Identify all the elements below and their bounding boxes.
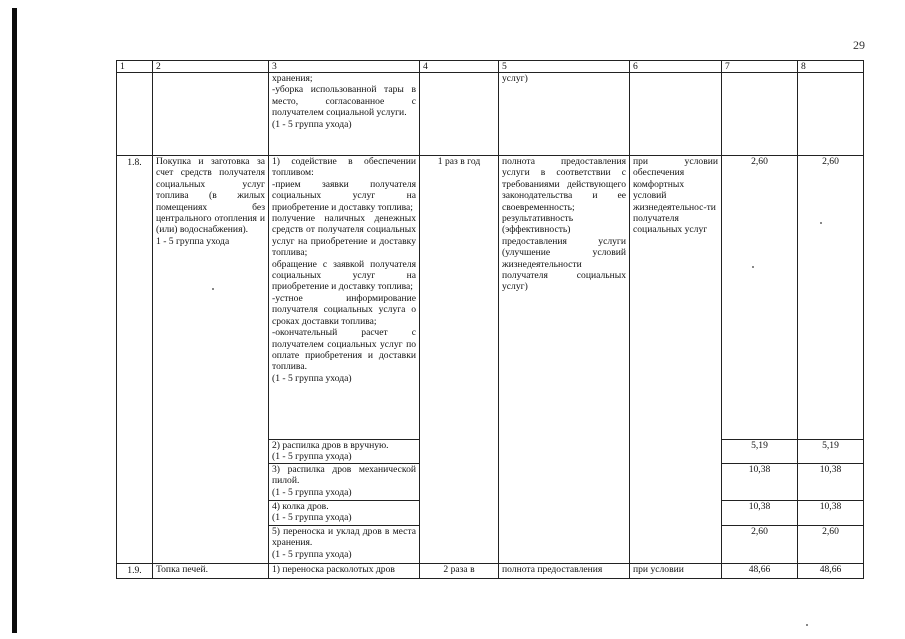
column-number-row bbox=[117, 61, 864, 73]
table-row-1-9 bbox=[117, 564, 864, 579]
sub-service-text: 1) содействие в обеспечении топливом: -прием заявки получателя социальных услуг на приобретение и доставку топлива; получение наличных денежных средств от получателя социальных услуг на приобретение и доставку топлива; обращение с заявкой получателя социальных услуг на приобретение и доставку топлива; -устное информирование получателя социальных услуга о сроках доставки топлива; -окончательный расчет с получателем социальных услуг по оплате приобретения и доставки топлива. (1 - 5 группа ухода) bbox=[269, 156, 420, 440]
cell-empty bbox=[420, 73, 499, 156]
price-col7: 10,38 bbox=[722, 464, 798, 501]
scan-speck bbox=[806, 624, 808, 626]
sub-service-text: 1) переноска расколотых дров bbox=[269, 564, 420, 579]
cell-empty bbox=[117, 73, 153, 156]
price-col8: 48,66 bbox=[798, 564, 864, 579]
price-col7: 2,60 bbox=[722, 526, 798, 564]
price-col7: 48,66 bbox=[722, 564, 798, 579]
col-header: 4 bbox=[420, 61, 499, 73]
continuation-row bbox=[117, 73, 864, 156]
sub-service-text: 2) распилка дров в вручную. (1 - 5 группа ухода) bbox=[269, 440, 420, 464]
col-header: 5 bbox=[499, 61, 630, 73]
services-table bbox=[116, 60, 864, 579]
service-name: Покупка и заготовка за счет средств получателя социальных услуг топлива (в жилых помещениях без центрального отопления и (или) водоснабжения). 1 - 5 группа ухода bbox=[153, 156, 269, 564]
price-col8: 5,19 bbox=[798, 440, 864, 464]
scan-edge-bar bbox=[12, 8, 17, 633]
continuation-service-text: хранения; -уборка использованной тары в место, согласованное с получателем социальной услуги. (1 - 5 группа ухода) bbox=[269, 73, 420, 156]
row-number: 1.8. bbox=[117, 156, 153, 564]
page-number: 29 bbox=[853, 38, 865, 52]
table-row-1-8 bbox=[117, 156, 864, 440]
frequency: 1 раз в год bbox=[420, 156, 499, 564]
sub-service-text: 5) переноска и уклад дров в места хранения. (1 - 5 группа ухода) bbox=[269, 526, 420, 564]
quality-indicators: полнота предоставления bbox=[499, 564, 630, 579]
col-header: 8 bbox=[798, 61, 864, 73]
row-number: 1.9. bbox=[117, 564, 153, 579]
col-header: 2 bbox=[153, 61, 269, 73]
sub-service-text: 3) распилка дров механической пилой. (1 - 5 группа ухода) bbox=[269, 464, 420, 501]
frequency: 2 раза в bbox=[420, 564, 499, 579]
scan-speck bbox=[820, 222, 822, 224]
col-header: 1 bbox=[117, 61, 153, 73]
col-header: 6 bbox=[630, 61, 722, 73]
price-col7: 5,19 bbox=[722, 440, 798, 464]
scan-speck bbox=[212, 288, 214, 290]
cell-empty bbox=[153, 73, 269, 156]
price-col8: 2,60 bbox=[798, 526, 864, 564]
price-col8: 10,38 bbox=[798, 464, 864, 501]
service-name: Топка печей. bbox=[153, 564, 269, 579]
price-col7: 10,38 bbox=[722, 501, 798, 526]
quality-indicators: полнота предоставления услуги в соответствии с требованиями действующего законодательства и ее своевременность; результативность (эффективность) предоставления услуги (улучшение условий жизнедеятельности получателя социальных услуг) bbox=[499, 156, 630, 564]
cell-empty bbox=[798, 73, 864, 156]
cell-empty bbox=[722, 73, 798, 156]
col-header: 7 bbox=[722, 61, 798, 73]
provision-conditions: при условии bbox=[630, 564, 722, 579]
cell-empty bbox=[630, 73, 722, 156]
sub-service-text: 4) колка дров. (1 - 5 группа ухода) bbox=[269, 501, 420, 526]
scan-speck bbox=[752, 266, 754, 268]
col-header: 3 bbox=[269, 61, 420, 73]
price-col8: 10,38 bbox=[798, 501, 864, 526]
continuation-quality-text: услуг) bbox=[499, 73, 630, 156]
price-col8: 2,60 bbox=[798, 156, 864, 440]
provision-conditions: при условии обеспечения комфортных условий жизнедеятельнос-ти получателя социальных услуг bbox=[630, 156, 722, 564]
price-col7: 2,60 bbox=[722, 156, 798, 440]
